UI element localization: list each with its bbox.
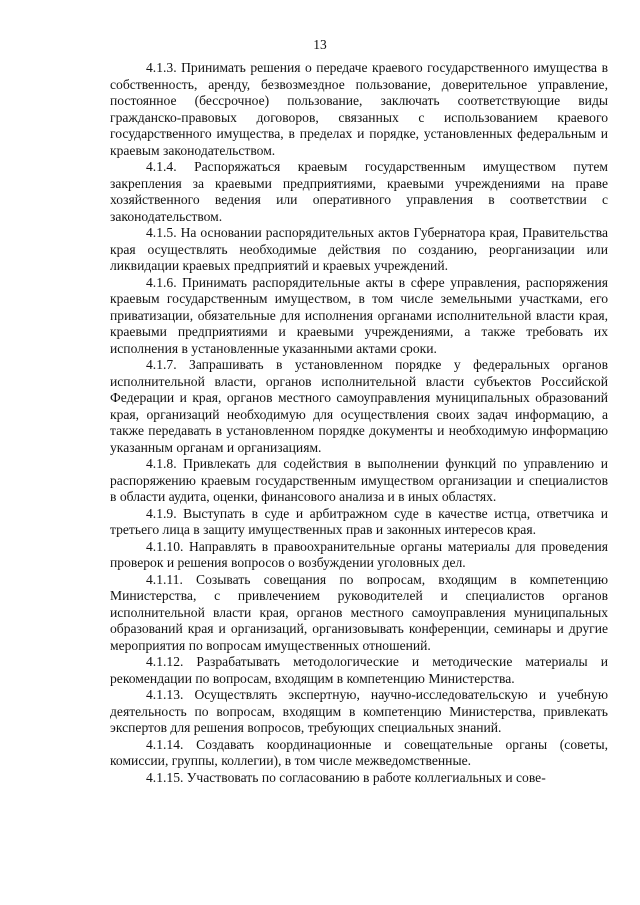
paragraph-4-1-14: 4.1.14. Создавать координационные и совещательные органы (советы, комиссии, группы, коллегии), в том числе межведомственные. — [110, 736, 608, 768]
document-body — [110, 60, 608, 786]
paragraph-4-1-3: 4.1.3. Принимать решения о передаче краевого государственного имущества в собственность, аренду, безвозмездное пользование, доверительное управление, постоянное (бессрочное) пользование, заключать соответствующие виды гражданско-правовых договоров, связанных с использованием краевого государственного имущества, в пределах и порядке, установленных федеральным и краевым законодательством. — [110, 60, 608, 158]
paragraph-4-1-6: 4.1.6. Принимать распорядительные акты в сфере управления, распоряжения краевым государственным имуществом, в том числе земельными участками, его приватизации, обязательные для исполнения органами исполнительной власти края, краевыми предприятиями и краевыми учреждениями, а также требовать их исполнения в установленные указанными актами сроки. — [110, 274, 608, 356]
paragraph-4-1-15: 4.1.15. Участвовать по согласованию в работе коллегиальных и сове- — [146, 769, 546, 785]
paragraph-4-1-13: 4.1.13. Осуществлять экспертную, научно-исследовательскую и учебную деятельность по вопросам, входящим в компетенцию Министерства, привлекать экспертов для решения вопросов, требующих специальных знаний. — [110, 687, 608, 735]
paragraph-4-1-12: 4.1.12. Разрабатывать методологические и методические материалы и рекомендации по вопросам, входящим в компетенцию Министерства. — [110, 654, 608, 686]
paragraph-4-1-9: 4.1.9. Выступать в суде и арбитражном суде в качестве истца, ответчика и третьего лица в защиту имущественных прав и законных интересов края. — [110, 505, 608, 537]
paragraph-4-1-5: 4.1.5. На основании распорядительных актов Губернатора края, Правительства края осуществлять необходимые действия по созданию, реорганизации или ликвидации краевых предприятий и краевых учреждений. — [110, 225, 608, 273]
paragraph-4-1-10: 4.1.10. Направлять в правоохранительные органы материалы для проведения проверок и решения вопросов о возбуждении уголовных дел. — [110, 538, 608, 570]
page-number: 13 — [313, 37, 327, 52]
paragraph-4-1-8: 4.1.8. Привлекать для содействия в выполнении функций по управлению и распоряжению краевым государственным имуществом организации и специалистов в области аудита, оценки, финансового анализа и в иных областях. — [110, 456, 608, 504]
paragraph-4-1-4: 4.1.4. Распоряжаться краевым государственным имуществом путем закрепления за краевыми предприятиями, краевыми учреждениями на праве хозяйственного ведения или оперативного управления в соответствии с законодательством. — [110, 159, 608, 224]
paragraph-4-1-7: 4.1.7. Запрашивать в установленном порядке у федеральных органов исполнительной власти, органов исполнительной власти субъектов Российской Федерации и края, органов местного самоуправления муниципальных образований края, организаций необходимую для осуществления своих задач информацию, а также передавать в установленном порядке документы и необходимую информацию указанным органам и организациям. — [110, 357, 608, 455]
paragraph-4-1-11: 4.1.11. Созывать совещания по вопросам, входящим в компетенцию Министерства, с привлечением руководителей и специалистов органов исполнительной власти края, органов местного самоуправления муниципальных образований края и организаций, организовывать конференции, семинары и другие мероприятия по вопросам имущественных отношений. — [110, 571, 608, 653]
